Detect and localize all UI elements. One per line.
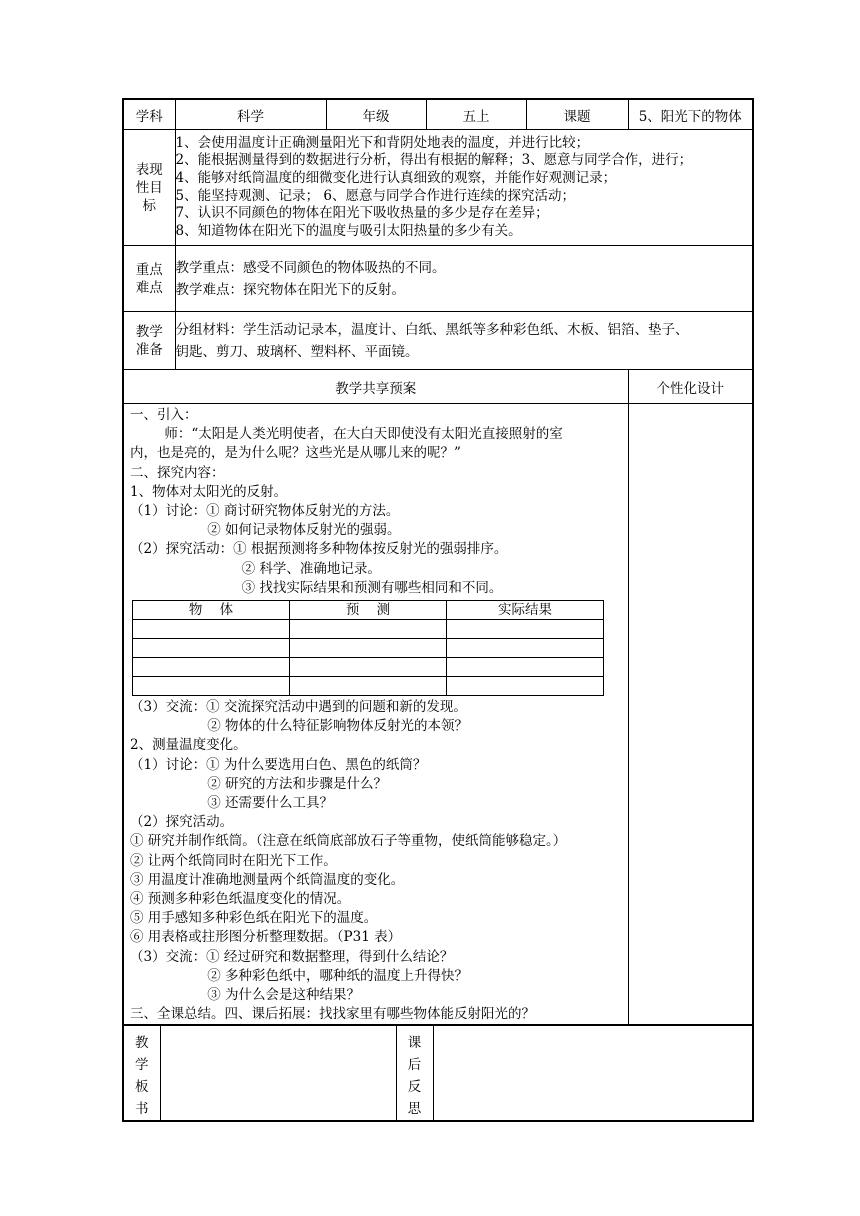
shared-plan-content (123, 404, 628, 1026)
board-content (160, 1026, 396, 1121)
plan-line: 师：“太阳是人类光明使者，在大白天即使没有太阳光直接照射的室 (130, 426, 563, 443)
goal-line: 2、能根据测量得到的数据进行分析，得出有根据的解释；3、愿意与同学合作，进行； (175, 152, 693, 169)
table-cell (290, 639, 447, 658)
table-cell (447, 639, 604, 658)
plan-row (123, 404, 753, 1026)
table-cell (133, 658, 290, 677)
plan-line: ② 科学、准确地记录。 (130, 560, 381, 577)
prep-row (123, 312, 753, 370)
goal-line: 1、会使用温度计正确测量阳光下和背阴处地表的温度，并进行比较； (175, 134, 590, 151)
plan-line: （2）探究活动。 (130, 814, 234, 831)
table-cell (290, 658, 447, 677)
table-row (133, 639, 604, 658)
personal-design-content (628, 404, 753, 1026)
topic-label: 课题 (526, 99, 628, 130)
subject-label: 学科 (123, 99, 175, 130)
plan-line: 内，也是亮的，是为什么呢？这些光是从哪儿来的呢？” (130, 445, 461, 462)
plan-line: ③ 找找实际结果和预测有哪些相同和不同。 (130, 579, 503, 596)
plan-line: （3）交流：① 经过研究和数据整理，得到什么结论？ (130, 948, 454, 965)
goals-label: 表现 性目 标 (123, 130, 175, 246)
record-header-object: 物 体 (133, 601, 290, 620)
reflection-label: 课 后 反 思 (396, 1026, 433, 1121)
grade-value: 五上 (426, 99, 526, 130)
table-cell (133, 677, 290, 696)
lesson-plan-document (122, 98, 752, 1122)
goals-content (175, 130, 753, 246)
plan-line: ③ 还需要什么工具？ (130, 795, 334, 812)
subject-value: 科学 (175, 99, 326, 130)
plan-line: （3）交流：① 交流探究活动中遇到的问题和新的发现。 (130, 699, 467, 716)
reflection-content (433, 1026, 753, 1121)
plan-line: ③ 用温度计准确地测量两个纸筒温度的变化。 (130, 871, 405, 888)
prep-line: 钥匙、剪刀、玻璃杯、塑料杯、平面镜。 (175, 343, 419, 360)
keypoints-content (175, 246, 753, 312)
lesson-plan-table (122, 98, 754, 1026)
plan-line: ② 多种彩色纸中，哪种纸的温度上升得快？ (130, 967, 469, 984)
table-row (133, 658, 604, 677)
goal-line: 8、知道物体在阳光下的温度与吸引太阳热量的多少有关。 (175, 222, 522, 239)
plan-line: ③ 为什么会是这种结果？ (130, 987, 361, 1004)
goal-line: 4、能够对纸筒温度的细微变化进行认真细致的观察，并能作好观测记录； (175, 169, 617, 186)
record-header-result: 实际结果 (447, 601, 604, 620)
goal-line: 5、能坚持观测、记录； 6、愿意与同学合作进行连续的探究活动； (175, 187, 575, 204)
plan-line: ① 研究并制作纸筒。（注意在纸筒底部放石子等重物，使纸筒能够稳定。） (130, 833, 567, 850)
goals-row (123, 130, 753, 246)
table-cell (447, 620, 604, 639)
table-row (133, 620, 604, 639)
keypoint-line: 教学难点：探究物体在阳光下的反射。 (175, 281, 405, 298)
table-cell (133, 620, 290, 639)
footer-table (122, 1026, 754, 1122)
grade-label: 年级 (326, 99, 426, 130)
plan-line: （1）讨论：① 商讨研究物体反射光的方法。 (130, 503, 400, 520)
plan-line: （2）探究活动：① 根据预测将多种物体按反射光的强弱排序。 (130, 541, 508, 558)
table-cell (447, 658, 604, 677)
footer-row (123, 1026, 753, 1121)
table-cell (133, 639, 290, 658)
plan-line: ② 让两个纸筒同时在阳光下工作。 (130, 852, 337, 869)
board-label: 教 学 板 书 (123, 1026, 160, 1121)
topic-value: 5、阳光下的物体 (628, 99, 753, 130)
plan-line: 三、全课总结。四、课后拓展：找找家里有哪些物体能反射阳光的？ (130, 1006, 535, 1023)
goal-line: 7、认识不同颜色的物体在阳光下吸收热量的多少是存在差异； (175, 205, 549, 222)
prep-content (175, 312, 753, 370)
keypoints-label: 重点 难点 (123, 246, 175, 312)
shared-plan-heading: 教学共享预案 (123, 370, 628, 404)
record-table (132, 600, 604, 696)
plan-header-row (123, 370, 753, 404)
plan-line: 2、测量温度变化。 (130, 737, 247, 754)
plan-line: ④ 预测多种彩色纸温度变化的情况。 (130, 891, 351, 908)
plan-line: ② 如何记录物体反射光的强弱。 (130, 522, 401, 539)
plan-line: 二、探究内容： (130, 464, 225, 481)
plan-line: ② 物体的什么特征影响物体反射光的本领？ (130, 718, 469, 735)
record-header-prediction: 预 测 (290, 601, 447, 620)
table-cell (290, 620, 447, 639)
plan-line: （1）讨论：① 为什么要选用白色、黑色的纸筒？ (130, 756, 427, 773)
header-row (123, 99, 753, 130)
keypoint-line: 教学重点：感受不同颜色的物体吸热的不同。 (175, 259, 446, 276)
personal-design-heading: 个性化设计 (628, 370, 753, 404)
prep-line: 分组材料：学生活动记录本，温度计、白纸、黑纸等多种彩色纸、木板、铝箔、垫子、 (175, 321, 689, 338)
plan-line: ⑤ 用手感知多种彩色纸在阳光下的温度。 (130, 910, 378, 927)
prep-label: 教学 准备 (123, 312, 175, 370)
keypoints-row (123, 246, 753, 312)
plan-line: ⑥ 用表格或拄形图分析整理数据。（P31 表） (130, 929, 402, 946)
table-row (133, 677, 604, 696)
table-cell (447, 677, 604, 696)
record-table-header (133, 601, 604, 620)
plan-line: ② 研究的方法和步骤是什么？ (130, 775, 388, 792)
table-cell (290, 677, 447, 696)
plan-line: 一、引入： (130, 407, 198, 423)
plan-line: 1、物体对太阳光的反射。 (130, 483, 288, 500)
